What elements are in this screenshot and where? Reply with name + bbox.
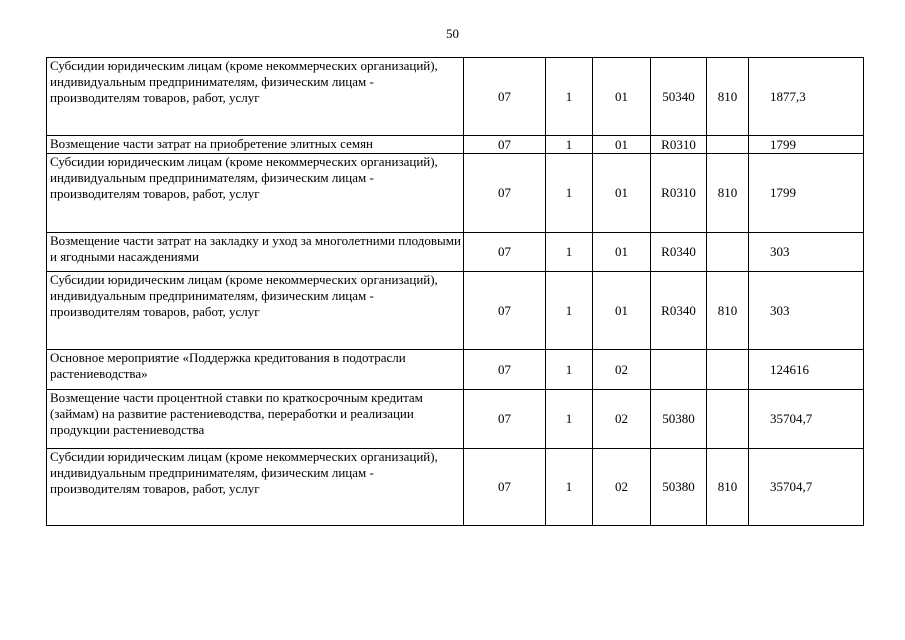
cell-subprogram: 01 bbox=[593, 233, 651, 272]
cell-expense-type: 810 bbox=[707, 58, 749, 136]
row-name: Субсидии юридическим лицам (кроме некоммерческих организаций), индивидуальным предпринимателям, физическим лицам - производителям товаров, работ, услуг bbox=[47, 449, 464, 526]
table-row bbox=[47, 390, 864, 449]
cell-section: 07 bbox=[464, 350, 546, 390]
cell-expense-type bbox=[707, 350, 749, 390]
table-row bbox=[47, 58, 864, 136]
cell-subprogram: 01 bbox=[593, 154, 651, 233]
cell-amount: 35704,7 bbox=[749, 390, 864, 449]
cell-section: 07 bbox=[464, 136, 546, 154]
cell-target-code: R0310 bbox=[651, 154, 707, 233]
cell-section: 07 bbox=[464, 272, 546, 350]
cell-expense-type bbox=[707, 233, 749, 272]
cell-program: 1 bbox=[546, 390, 593, 449]
cell-amount: 303 bbox=[749, 272, 864, 350]
cell-target-code: 50380 bbox=[651, 449, 707, 526]
cell-amount: 35704,7 bbox=[749, 449, 864, 526]
cell-target-code: 50380 bbox=[651, 390, 707, 449]
cell-subprogram: 02 bbox=[593, 449, 651, 526]
cell-section: 07 bbox=[464, 154, 546, 233]
cell-program: 1 bbox=[546, 58, 593, 136]
cell-expense-type bbox=[707, 390, 749, 449]
table-row bbox=[47, 136, 864, 154]
cell-amount: 1799 bbox=[749, 154, 864, 233]
row-name: Субсидии юридическим лицам (кроме некоммерческих организаций), индивидуальным предпринимателям, физическим лицам - производителям товаров, работ, услуг bbox=[47, 58, 464, 136]
cell-subprogram: 02 bbox=[593, 350, 651, 390]
cell-expense-type: 810 bbox=[707, 449, 749, 526]
row-name: Основное мероприятие «Поддержка кредитования в подотрасли растениеводства» bbox=[47, 350, 464, 390]
cell-section: 07 bbox=[464, 390, 546, 449]
cell-subprogram: 01 bbox=[593, 58, 651, 136]
cell-amount: 1877,3 bbox=[749, 58, 864, 136]
cell-program: 1 bbox=[546, 136, 593, 154]
cell-program: 1 bbox=[546, 449, 593, 526]
row-name: Возмещение части затрат на закладку и уход за многолетними плодовыми и ягодными насаждениями bbox=[47, 233, 464, 272]
budget-table bbox=[46, 57, 864, 526]
cell-subprogram: 01 bbox=[593, 136, 651, 154]
cell-subprogram: 01 bbox=[593, 272, 651, 350]
cell-target-code: R0340 bbox=[651, 272, 707, 350]
cell-expense-type: 810 bbox=[707, 154, 749, 233]
cell-expense-type: 810 bbox=[707, 272, 749, 350]
cell-target-code: R0310 bbox=[651, 136, 707, 154]
cell-program: 1 bbox=[546, 350, 593, 390]
cell-section: 07 bbox=[464, 58, 546, 136]
page-number: 50 bbox=[446, 26, 459, 41]
cell-amount: 1799 bbox=[749, 136, 864, 154]
cell-expense-type bbox=[707, 136, 749, 154]
row-name: Субсидии юридическим лицам (кроме некоммерческих организаций), индивидуальным предпринимателям, физическим лицам - производителям товаров, работ, услуг bbox=[47, 154, 464, 233]
table-row bbox=[47, 233, 864, 272]
cell-section: 07 bbox=[464, 233, 546, 272]
table-row bbox=[47, 449, 864, 526]
cell-program: 1 bbox=[546, 272, 593, 350]
cell-target-code bbox=[651, 350, 707, 390]
cell-amount: 303 bbox=[749, 233, 864, 272]
table-row bbox=[47, 154, 864, 233]
row-name: Возмещение части процентной ставки по краткосрочным кредитам (займам) на развитие растениеводства, переработки и реализации продукции растениеводства bbox=[47, 390, 464, 449]
table-row bbox=[47, 272, 864, 350]
cell-amount: 124616 bbox=[749, 350, 864, 390]
row-name: Субсидии юридическим лицам (кроме некоммерческих организаций), индивидуальным предпринимателям, физическим лицам - производителям товаров, работ, услуг bbox=[47, 272, 464, 350]
cell-target-code: R0340 bbox=[651, 233, 707, 272]
cell-program: 1 bbox=[546, 154, 593, 233]
row-name: Возмещение части затрат на приобретение элитных семян bbox=[47, 136, 464, 154]
cell-target-code: 50340 bbox=[651, 58, 707, 136]
cell-section: 07 bbox=[464, 449, 546, 526]
table-row bbox=[47, 350, 864, 390]
cell-program: 1 bbox=[546, 233, 593, 272]
cell-subprogram: 02 bbox=[593, 390, 651, 449]
